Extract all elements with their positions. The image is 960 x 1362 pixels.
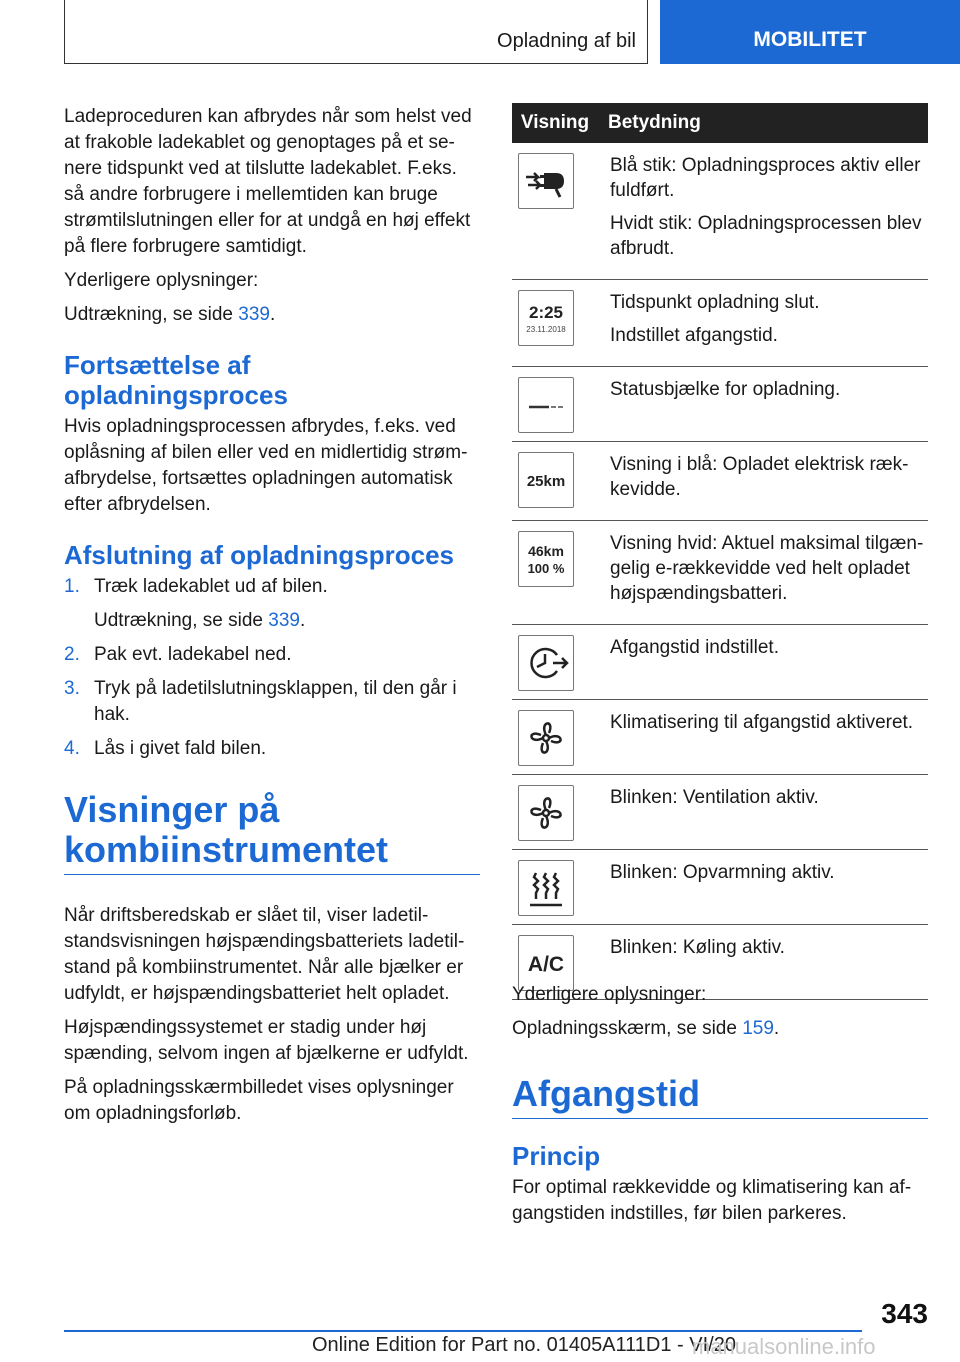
page-number: 343 [881,1298,928,1329]
max-range-percent: 100 % [527,561,565,576]
page-link[interactable]: 339 [238,304,270,325]
list-item [64,574,480,634]
step-text: Tryk på ladetilslutningsklappen, til den går i hak. [94,678,457,725]
right-column [512,982,928,1235]
row-meaning: Tidspunkt opladning slut. [610,292,820,313]
clock-display-icon [518,290,574,346]
row-meaning: Blinken: Opvarmning aktiv. [610,862,835,883]
status-bar-icon [518,377,574,433]
row-meaning: Indstillet afgangstid. [610,325,778,346]
clock-date-text: 23.11.2018 [526,325,566,334]
heading-continuation: Fortsættelse af opladningsproces [64,350,288,410]
table-row [512,700,928,775]
page-link[interactable]: 339 [268,610,300,631]
heading-termination: Afslutning af opladningsproces [64,540,455,570]
edition-text: Online Edition for Part no. 01405A111D1 - VI/20 [312,1334,736,1356]
list-item [64,642,480,668]
more-info-label: Yderligere oplysninger: [512,984,707,1005]
max-range-icon [518,531,574,587]
charging-plug-icon [518,153,574,209]
column-header-meaning: Betydning [598,103,928,143]
intro-paragraph: Ladeproceduren kan afbrydes når som helst ved at frakoble ladekablet og genoptages på et senere tidspunkt ved at tilslutte ladekablet. F.eks. så andre forbrugere i mellemtiden kan bruge strømtilslutningen eller for at undgå en høj effekt på flere forbrugere samtidigt. [64,106,472,257]
max-range-text: 46km [528,543,564,559]
step-text: Pak evt. ladekabel ned. [94,644,292,665]
displays-paragraph: Når driftsberedskab er slået til, viser ladetilstandsvisningen højspændingsbatteriets ladetilstand på kombiinstrumentet. Når alle bjælker er udfyldt, er højspændingsbatteriet helt opladet. [64,905,465,1004]
step-reference: Udtrækning, se side 339. [94,610,306,631]
reference-line: Udtrækning, se side 339. [64,304,276,325]
table-row [512,143,928,280]
row-meaning: Blå stik: Opladningsproces aktiv eller fuldført. [610,155,921,201]
step-number: 1. [64,576,80,597]
table-row [512,280,928,367]
section-title: Opladning af bil [497,30,636,52]
row-meaning: Blinken: Ventilation aktiv. [610,787,819,808]
row-meaning: Hvidt stik: Opladningsprocessen blev afbrudt. [610,213,922,259]
row-meaning: Klimatisering til afgangstid aktiveret. [610,712,914,733]
table-row [512,775,928,850]
row-meaning: Blinken: Køling aktiv. [610,937,785,958]
steps-list [64,574,480,762]
table-row [512,625,928,700]
more-info-label: Yderligere oplysninger: [64,270,259,291]
list-item [64,676,480,728]
list-item [64,736,480,762]
watermark: manualsonline.info [692,1334,876,1359]
heating-icon [518,860,574,916]
row-meaning: Visning hvid: Aktuel maksimal tilgængelig e-rækkevidde ved helt opladet højspændingsbatteri. [610,533,924,604]
continuation-paragraph: Hvis opladningsprocessen afbrydes, f.eks. ved oplåsning af bilen eller ved en midlertidig strømafbrydelse, fortsættes opladningen automatisk efter afbrydelsen. [64,416,468,515]
display-table [512,103,928,1000]
departure-time-icon [518,635,574,691]
chapter-tab[interactable]: MOBILITET [660,0,960,64]
ac-text: A/C [527,953,565,976]
range-km-icon [518,452,574,508]
table-row [512,850,928,925]
row-meaning: Statusbjælke for opladning. [610,379,841,400]
charging-screen-paragraph: På opladningsskærmbilledet vises oplysninger om opladningsforløb. [64,1077,454,1124]
row-meaning: Visning i blå: Opladet elektrisk rækkevidde. [610,454,909,500]
row-meaning: Afgangstid indstillet. [610,637,779,658]
step-number: 3. [64,678,80,699]
fan-icon [518,785,574,841]
clock-time-text: 2:25 [528,303,564,322]
table-row [512,521,928,625]
reference-line: Opladningsskærm, se side 159. [512,1018,780,1039]
left-column [64,104,480,1135]
fan-icon [518,710,574,766]
page-link[interactable]: 159 [742,1018,774,1039]
column-header-display: Visning [512,103,598,143]
heading-departure-time: Afgangstid [512,1074,928,1119]
voltage-paragraph: Højspændingssystemet er stadig under høj spænding, selvom ingen af bjælkerne er udfyldt. [64,1017,469,1064]
step-number: 4. [64,738,80,759]
table-row [512,442,928,521]
step-text: Træk ladekablet ud af bilen. [94,576,328,597]
table-row [512,367,928,442]
principle-paragraph: For optimal rækkevidde og klimatisering kan afgangstiden indstilles, før bilen parkeres. [512,1177,912,1224]
step-number: 2. [64,644,80,665]
footer-divider [64,1330,862,1332]
step-text: Lås i givet fald bilen. [94,738,267,759]
range-text: 25km [526,473,566,490]
heading-displays: Visninger på kombiinstrumentet [64,790,480,875]
heading-principle: Princip [512,1141,601,1171]
